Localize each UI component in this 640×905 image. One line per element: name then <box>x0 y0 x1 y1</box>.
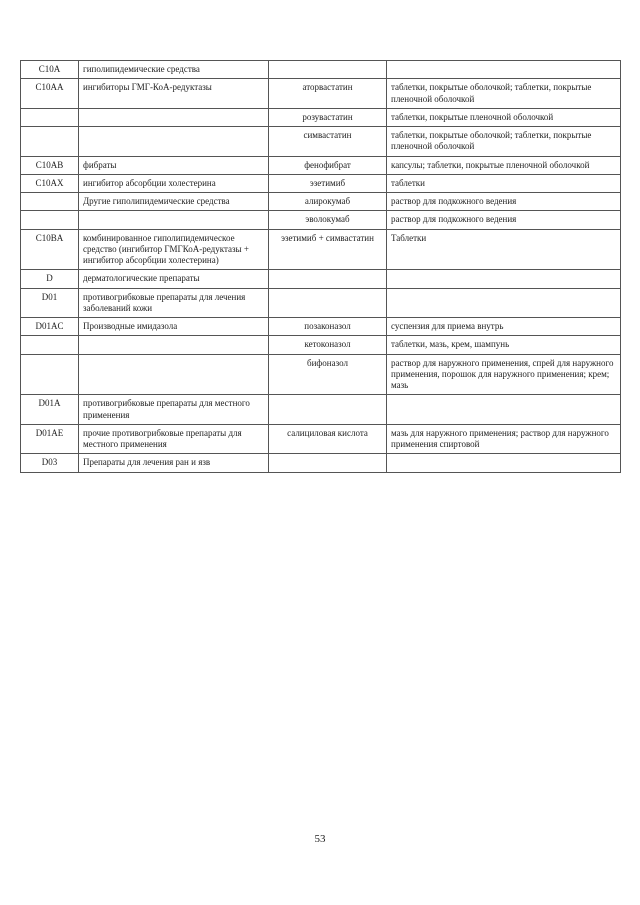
code-cell <box>21 211 79 229</box>
inn-cell: салициловая кислота <box>269 424 387 454</box>
inn-cell <box>269 454 387 472</box>
table-row <box>21 229 621 270</box>
code-cell: C10AB <box>21 156 79 174</box>
code-cell: C10AA <box>21 79 79 109</box>
table-row <box>21 270 621 288</box>
table-row <box>21 454 621 472</box>
drug-list-table-wrap <box>20 60 620 473</box>
name-cell <box>79 211 269 229</box>
code-cell: C10A <box>21 61 79 79</box>
table-row <box>21 211 621 229</box>
inn-cell: алирокумаб <box>269 193 387 211</box>
code-cell <box>21 127 79 157</box>
code-cell: C10BA <box>21 229 79 270</box>
form-cell: Таблетки <box>387 229 621 270</box>
name-cell: Препараты для лечения ран и язв <box>79 454 269 472</box>
inn-cell: бифоназол <box>269 354 387 395</box>
inn-cell: симвастатин <box>269 127 387 157</box>
name-cell <box>79 108 269 126</box>
code-cell <box>21 336 79 354</box>
name-cell <box>79 354 269 395</box>
form-cell <box>387 270 621 288</box>
name-cell: противогрибковые препараты для лечения заболеваний кожи <box>79 288 269 318</box>
table-row <box>21 288 621 318</box>
name-cell: дерматологические препараты <box>79 270 269 288</box>
table-row <box>21 79 621 109</box>
inn-cell <box>269 61 387 79</box>
name-cell <box>79 336 269 354</box>
name-cell: прочие противогрибковые препараты для местного применения <box>79 424 269 454</box>
form-cell: таблетки, покрытые оболочкой; таблетки, покрытые пленочной оболочкой <box>387 79 621 109</box>
form-cell <box>387 288 621 318</box>
form-cell: раствор для подкожного ведения <box>387 193 621 211</box>
page-number: 53 <box>314 833 326 845</box>
form-cell <box>387 395 621 425</box>
name-cell: ингибитор абсорбции холестерина <box>79 174 269 192</box>
table-row <box>21 193 621 211</box>
code-cell: D01AE <box>21 424 79 454</box>
code-cell <box>21 108 79 126</box>
table-row <box>21 354 621 395</box>
form-cell: раствор для наружного применения, спрей для наружного применения, порошок для наружного применения; крем; мазь <box>387 354 621 395</box>
form-cell: капсулы; таблетки, покрытые пленочной оболочкой <box>387 156 621 174</box>
code-cell: D01A <box>21 395 79 425</box>
inn-cell: эзетимиб <box>269 174 387 192</box>
table-body <box>21 61 621 473</box>
code-cell <box>21 354 79 395</box>
table-row <box>21 156 621 174</box>
form-cell: раствор для подкожного ведения <box>387 211 621 229</box>
inn-cell: эволокумаб <box>269 211 387 229</box>
table-row <box>21 336 621 354</box>
code-cell: D01 <box>21 288 79 318</box>
inn-cell: кетоконазол <box>269 336 387 354</box>
code-cell <box>21 193 79 211</box>
drug-list-table <box>20 60 621 473</box>
name-cell: Производные имидазола <box>79 318 269 336</box>
form-cell: таблетки <box>387 174 621 192</box>
name-cell: Другие гиполипидемические средства <box>79 193 269 211</box>
table-row <box>21 424 621 454</box>
form-cell: таблетки, покрытые пленочной оболочкой <box>387 108 621 126</box>
form-cell <box>387 61 621 79</box>
inn-cell: эзетимиб + симвастатин <box>269 229 387 270</box>
table-row <box>21 174 621 192</box>
form-cell: суспензия для приема внутрь <box>387 318 621 336</box>
form-cell: таблетки, мазь, крем, шампунь <box>387 336 621 354</box>
code-cell: D03 <box>21 454 79 472</box>
form-cell <box>387 454 621 472</box>
name-cell: комбинированное гиполипидемическое средство (ингибитор ГМГКоА-редуктазы + ингибитор абсорбции холестерина) <box>79 229 269 270</box>
inn-cell <box>269 288 387 318</box>
form-cell: таблетки, покрытые оболочкой; таблетки, покрытые пленочной оболочкой <box>387 127 621 157</box>
inn-cell: фенофибрат <box>269 156 387 174</box>
name-cell <box>79 127 269 157</box>
name-cell: противогрибковые препараты для местного применения <box>79 395 269 425</box>
table-row <box>21 318 621 336</box>
code-cell: D <box>21 270 79 288</box>
name-cell: ингибиторы ГМГ-КоА-редуктазы <box>79 79 269 109</box>
code-cell: D01AC <box>21 318 79 336</box>
table-row <box>21 127 621 157</box>
inn-cell <box>269 395 387 425</box>
code-cell: C10AX <box>21 174 79 192</box>
table-row <box>21 395 621 425</box>
inn-cell: аторвастатин <box>269 79 387 109</box>
inn-cell: розувастатин <box>269 108 387 126</box>
table-row <box>21 108 621 126</box>
name-cell: гиполипидемические средства <box>79 61 269 79</box>
name-cell: фибраты <box>79 156 269 174</box>
table-row <box>21 61 621 79</box>
form-cell: мазь для наружного применения; раствор для наружного применения спиртовой <box>387 424 621 454</box>
inn-cell: позаконазол <box>269 318 387 336</box>
inn-cell <box>269 270 387 288</box>
